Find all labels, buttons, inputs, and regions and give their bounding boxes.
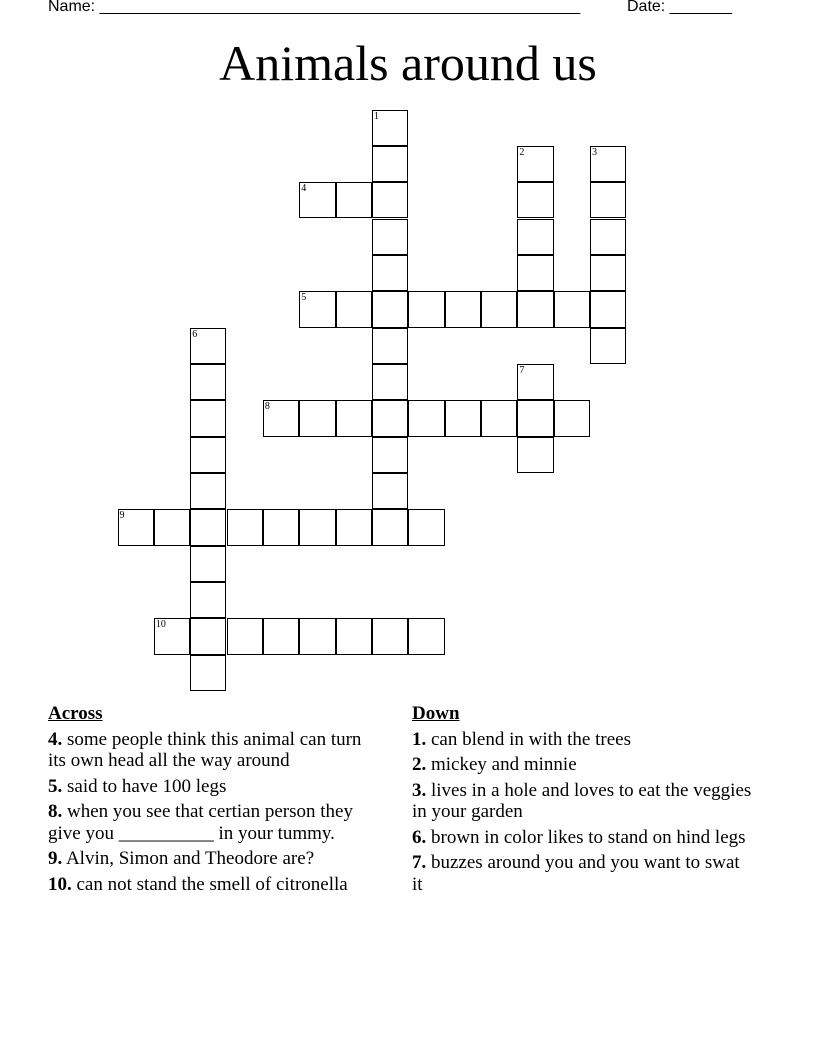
clue-item-text: some people think this animal can turn its own head all the way around <box>48 728 362 771</box>
clue-item-text: when you see that certian person they give you __________ in your tummy. <box>48 801 353 844</box>
grid-cell[interactable] <box>190 473 226 509</box>
clue-item-number: 1. <box>412 728 427 750</box>
grid-cell[interactable] <box>263 509 299 545</box>
grid-cell[interactable] <box>590 291 626 327</box>
clue-item-text: lives in a hole and loves to eat the veggies in your garden <box>412 779 752 822</box>
clue-item <box>48 848 378 870</box>
grid-cell[interactable] <box>517 255 553 291</box>
clue-number: 7 <box>519 364 525 376</box>
grid-cell[interactable] <box>190 437 226 473</box>
grid-cell[interactable] <box>372 509 408 545</box>
grid-cell[interactable] <box>372 328 408 364</box>
grid-cell[interactable] <box>554 400 590 436</box>
grid-cell[interactable] <box>372 255 408 291</box>
grid-cell[interactable] <box>227 509 263 545</box>
grid-cell[interactable] <box>517 182 553 218</box>
grid-cell[interactable] <box>190 655 226 691</box>
grid-cell[interactable] <box>263 400 299 436</box>
clue-item-text: brown in color likes to stand on hind legs <box>426 826 746 848</box>
grid-cell[interactable] <box>517 146 553 182</box>
clue-item-number: 4. <box>48 728 63 750</box>
grid-cell[interactable] <box>336 400 372 436</box>
grid-cell[interactable] <box>154 509 190 545</box>
clue-item-number: 5. <box>48 775 63 797</box>
clue-number: 4 <box>301 183 307 195</box>
grid-cell[interactable] <box>445 400 481 436</box>
clue-item <box>412 729 752 751</box>
grid-cell[interactable] <box>481 400 517 436</box>
grid-cell[interactable] <box>118 509 154 545</box>
grid-cell[interactable] <box>299 291 335 327</box>
clue-item <box>48 729 378 772</box>
clue-item <box>48 874 378 896</box>
grid-cell[interactable] <box>336 509 372 545</box>
grid-cell[interactable] <box>517 437 553 473</box>
grid-cell[interactable] <box>372 291 408 327</box>
grid-cell[interactable] <box>408 509 444 545</box>
grid-cell[interactable] <box>190 509 226 545</box>
grid-cell[interactable] <box>299 509 335 545</box>
clue-number: 9 <box>119 510 125 522</box>
clue-item-number: 10. <box>48 873 72 895</box>
grid-cell[interactable] <box>590 182 626 218</box>
grid-cell[interactable] <box>445 291 481 327</box>
grid-cell[interactable] <box>517 400 553 436</box>
grid-cell[interactable] <box>517 364 553 400</box>
clue-item-number: 6. <box>412 826 427 848</box>
clue-number: 5 <box>301 292 307 304</box>
grid-cell[interactable] <box>590 255 626 291</box>
grid-cell[interactable] <box>190 546 226 582</box>
clue-item-text: Alvin, Simon and Theodore are? <box>62 848 315 869</box>
clue-item-number: 9. <box>48 848 63 869</box>
clue-number: 2 <box>519 146 525 158</box>
page-title: Animals around us <box>219 35 597 91</box>
grid-cell[interactable] <box>154 618 190 654</box>
across-clues <box>48 703 378 899</box>
grid-cell[interactable] <box>372 364 408 400</box>
grid-cell[interactable] <box>299 400 335 436</box>
grid-cell[interactable] <box>590 328 626 364</box>
grid-cell[interactable] <box>227 618 263 654</box>
grid-cell[interactable] <box>372 146 408 182</box>
clue-item <box>412 852 752 895</box>
grid-cell[interactable] <box>408 400 444 436</box>
grid-cell[interactable] <box>299 182 335 218</box>
clue-item-text: buzzes around you and you want to swat it <box>412 852 740 895</box>
clue-number: 1 <box>373 110 379 122</box>
grid-cell[interactable] <box>517 291 553 327</box>
grid-cell[interactable] <box>372 618 408 654</box>
clue-item-number: 2. <box>412 754 427 775</box>
grid-cell[interactable] <box>372 219 408 255</box>
grid-cell[interactable] <box>336 618 372 654</box>
clue-item <box>48 801 378 844</box>
grid-cell[interactable] <box>299 618 335 654</box>
clue-item-number: 7. <box>412 852 427 873</box>
grid-cell[interactable] <box>554 291 590 327</box>
grid-cell[interactable] <box>408 618 444 654</box>
name-field[interactable]: Name: ______________________________________________________ <box>48 0 581 15</box>
across-clue-list <box>48 729 378 896</box>
down-clue-list <box>412 729 752 896</box>
down-heading: Down <box>412 703 460 724</box>
clue-item <box>48 776 378 798</box>
grid-cell[interactable] <box>336 291 372 327</box>
grid-cell[interactable] <box>190 618 226 654</box>
grid-cell[interactable] <box>336 182 372 218</box>
clue-number: 6 <box>192 328 198 340</box>
clue-item-number: 3. <box>412 779 427 801</box>
grid-cell[interactable] <box>190 400 226 436</box>
grid-cell[interactable] <box>372 182 408 218</box>
clue-item <box>412 754 752 776</box>
clue-item <box>412 780 752 823</box>
clue-number: 3 <box>592 146 598 158</box>
clue-number: 8 <box>264 401 270 413</box>
grid-cell[interactable] <box>517 219 553 255</box>
clue-item-text: can not stand the smell of citronella <box>71 873 348 895</box>
grid-cell[interactable] <box>590 146 626 182</box>
date-field[interactable]: Date: _______ <box>627 0 732 15</box>
clue-item-text: can blend in with the trees <box>426 728 631 750</box>
clue-item-text: mickey and minnie <box>426 754 577 775</box>
grid-cell[interactable] <box>372 110 408 146</box>
clue-number: 10 <box>155 619 166 631</box>
grid-cell[interactable] <box>372 400 408 436</box>
grid-cell[interactable] <box>408 291 444 327</box>
grid-cell[interactable] <box>372 437 408 473</box>
grid-cell[interactable] <box>190 582 226 618</box>
grid-cell[interactable] <box>190 328 226 364</box>
grid-cell[interactable] <box>372 473 408 509</box>
grid-cell[interactable] <box>590 219 626 255</box>
clue-item-text: said to have 100 legs <box>62 775 227 797</box>
across-heading: Across <box>48 703 103 724</box>
clue-item <box>412 827 752 849</box>
grid-cell[interactable] <box>263 618 299 654</box>
down-clues <box>412 703 752 899</box>
grid-cell[interactable] <box>481 291 517 327</box>
grid-cell[interactable] <box>190 364 226 400</box>
clue-item-number: 8. <box>48 801 63 822</box>
